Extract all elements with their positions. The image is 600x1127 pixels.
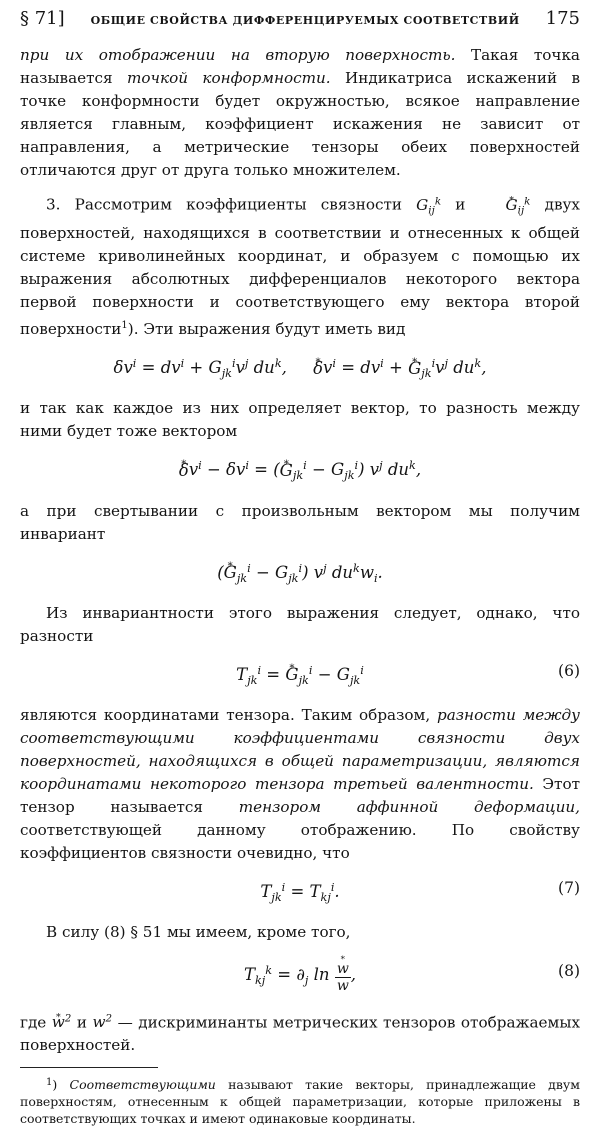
- formula-invariant: (* $G_{jk}^i - G_{jk}^i$) $v^j$ $du^kw_i$.: [20, 556, 580, 592]
- paragraph-reference: В силу (8) § 51 мы имеем, кроме того,: [46, 922, 351, 941]
- footnote-divider: [20, 1067, 158, 1068]
- paragraph-connection-coefficients: 3. Рассмотрим коэффициенты связности $G_{ij}^k$ и * $G_{ij}^k$ двух поверхностей, находящихся в соответствии и отнесенных к общей системе криволинейных координат, и образуем с помощью их выражения абсолютных дифференциалов некоторого вектора первой поверхности и соответствующего ему вектора второй поверхности$^1$). Эти выражения будут иметь вид: [20, 190, 580, 341]
- paragraph-difference: и так как каждое из них определяет вектор, то разность между ними будет тоже вектором: [20, 399, 580, 441]
- page-number: 175: [545, 8, 580, 29]
- text: 3. Рассмотрим коэффициенты связности: [46, 195, 417, 214]
- running-header: [20, 8, 580, 34]
- text: Такая точка называется: [20, 46, 580, 87]
- formula-8: $T_{kj}^k = \partial_j$ ln * $\frac{w}{w}$ , (8): [20, 954, 580, 998]
- footnote-reference: 1: [121, 320, 128, 332]
- term-conformity-point: точкой конформности.: [127, 69, 331, 87]
- text-italic: при их отображении на вторую поверхность.: [20, 46, 456, 64]
- text: где: [20, 1013, 52, 1032]
- formula-6: $T_{jk}^i$ = * $G_{jk}^i - G_{jk}^i$ (6): [20, 658, 580, 694]
- text: соответствующей данному отображению. По свойству коэффициентов связности очевидно, что: [20, 820, 580, 862]
- inline-math-gamma-star: * $G_{ij}^k$: [480, 196, 531, 214]
- text: . Эти выражения будут иметь вид: [133, 320, 406, 339]
- footnote: $^1$) Соответствующими называют такие векторы, принадлежащие двум поверхностям, отнесенным к общей параметризации, которые приложены в соответствующих точках и имеют одинаковые координаты.: [20, 1077, 580, 1127]
- text: двух поверхностей, находящихся в соответствии и отнесенных к общей системе криволинейных координат, и образуем с помощью их выражения абсолютных дифференциалов некоторого вектора первой поверхности и соответствующего ему вектора второй поверхности: [20, 195, 580, 339]
- section-number: § 71]: [20, 8, 65, 29]
- equation-number-7: (7): [558, 878, 580, 897]
- paragraph-affine-deformation: [20, 704, 580, 865]
- running-title: ОБЩИЕ СВОЙСТВА ДИФФЕРЕНЦИРУЕМЫХ СООТВЕТСТВИЙ: [90, 14, 520, 27]
- text: Этот тензор называется: [20, 774, 580, 816]
- equation-number-6: (6): [558, 661, 580, 680]
- text: — дискриминанты метрических тензоров отображаемых поверхностей.: [20, 1013, 581, 1055]
- term-affine-deformation-tensor: тензором аффинной деформации,: [238, 797, 580, 816]
- inline-math-w-star-squared: * $w^2$: [52, 1013, 72, 1031]
- text: являются координатами тензора. Таким образом,: [20, 705, 437, 724]
- footnote-term: Соответствующими: [69, 1077, 216, 1093]
- paragraph-discriminants: [20, 1008, 580, 1058]
- inline-math-gamma: $G_{ij}^k$: [416, 195, 442, 217]
- footnote-text: называют такие векторы, принадлежащие двум поверхностям, отнесенным к общей параметризации, которые приложены в соответствующих точках и имеют одинаковые координаты.: [20, 1077, 580, 1127]
- text: и: [71, 1013, 93, 1032]
- page-body: [20, 44, 580, 1127]
- equation-number-8: (8): [558, 961, 580, 980]
- text-italic: разности между соответствующими коэффициентами связности двух поверхностей, находящихся в общей параметризации, являются координатами некоторого тензора третьей валентности.: [20, 705, 580, 793]
- text: Индикатриса искажений в точке конформности будет окружностью, всякое направление является главным, коэффициент искажения не зависит от направления, а метрические тензоры обеих поверхностей отличаются друг от друга только множителем.: [20, 69, 580, 179]
- formula-absolute-differentials: $\delta v^i = dv^i + G_{jk}^iv^j$ $du^k$, * $\delta v^i = dv^i$ + * $G_{jk}^iv^j$ $du^k$,: [20, 351, 580, 387]
- text: и: [441, 195, 480, 214]
- paragraph-contraction: а при свертывании с произвольным вектором мы получим инвариант: [20, 501, 580, 543]
- formula-difference-vector: * $\delta v^i - \delta v^i$ = (* $G_{jk}^i - G_{jk}^i$) $v^j$ $du^k$,: [20, 453, 580, 489]
- paragraph-conformity: [20, 44, 580, 182]
- footnote-mark: 1: [46, 1077, 53, 1089]
- paragraph-invariance: Из инвариантности этого выражения следует, однако, что разности: [20, 603, 580, 645]
- inline-math-w-squared: $w^2$: [92, 1012, 113, 1032]
- formula-7: $T_{jk}^i = T_{kj}^i$. (7): [20, 875, 580, 911]
